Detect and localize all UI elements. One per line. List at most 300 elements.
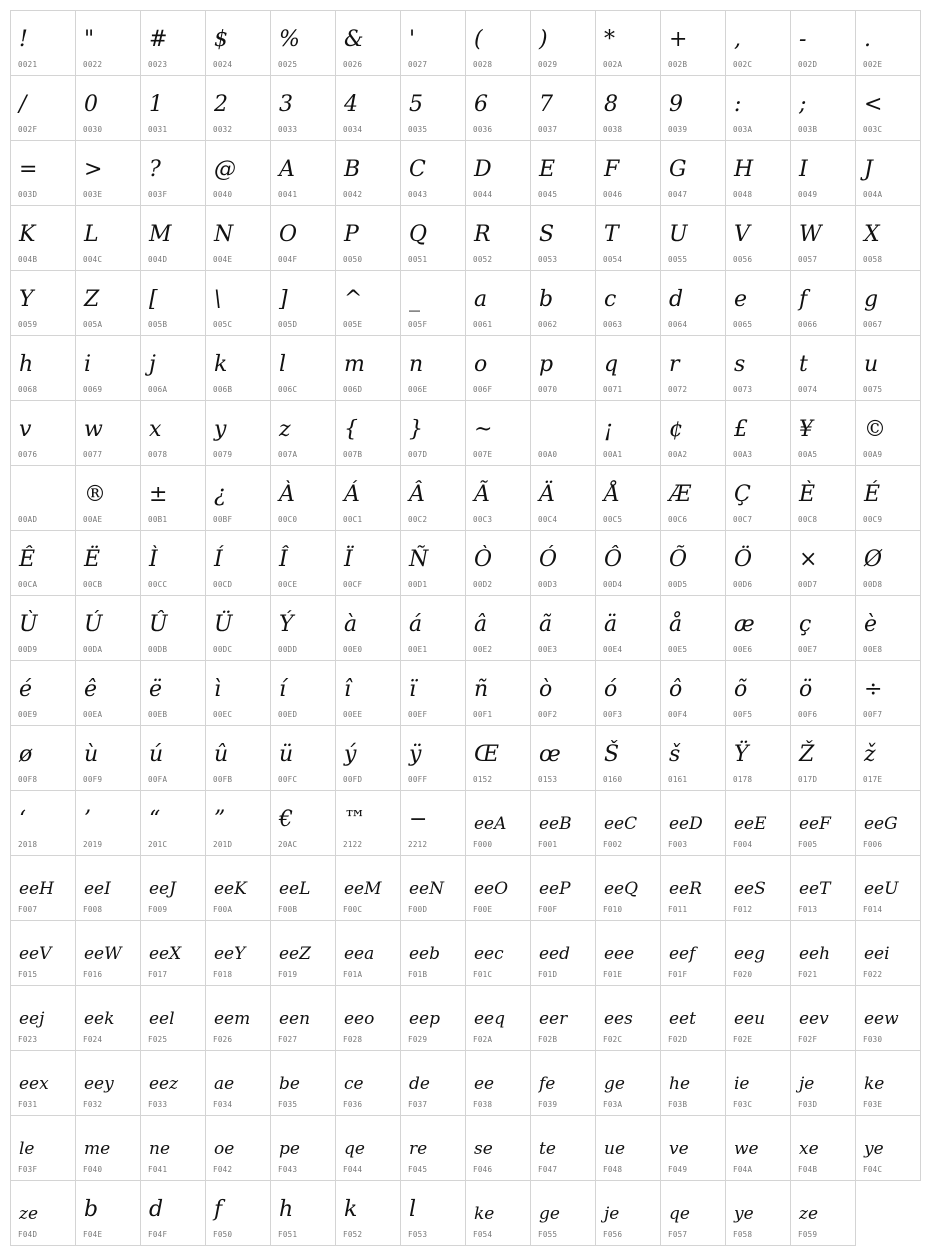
glyph-code: 0042	[343, 190, 363, 199]
glyph-code: 2018	[18, 840, 38, 849]
glyph-sample: f	[214, 1197, 223, 1222]
glyph-cell	[596, 401, 661, 466]
glyph-cell	[661, 921, 726, 986]
glyph-sample: "	[84, 27, 95, 52]
glyph-cell	[466, 141, 531, 206]
glyph-cell	[726, 1181, 791, 1246]
glyph-code: 00E4	[603, 645, 623, 654]
glyph-cell	[336, 531, 401, 596]
glyph-code: 00CE	[278, 580, 298, 589]
glyph-cell	[531, 141, 596, 206]
glyph-code: 005A	[83, 320, 103, 329]
glyph-code: 006D	[343, 385, 363, 394]
glyph-sample: eek	[84, 1009, 115, 1029]
glyph-cell	[791, 271, 856, 336]
glyph-cell	[11, 466, 76, 531]
glyph-code: 00EB	[148, 710, 168, 719]
glyph-code: 00EC	[213, 710, 233, 719]
glyph-cell	[271, 531, 336, 596]
glyph-cell	[271, 1116, 336, 1181]
glyph-code: 004A	[863, 190, 883, 199]
glyph-code: 00CA	[18, 580, 38, 589]
glyph-code: F01F	[668, 970, 688, 979]
glyph-cell	[206, 531, 271, 596]
glyph-sample: eeE	[734, 814, 767, 834]
glyph-code: 0062	[538, 320, 558, 329]
glyph-sample: ä	[604, 612, 618, 637]
glyph-sample: eeX	[149, 944, 182, 964]
glyph-cell	[596, 986, 661, 1051]
glyph-sample: le	[19, 1139, 35, 1159]
glyph-cell	[596, 76, 661, 141]
glyph-cell	[271, 206, 336, 271]
glyph-code: F006	[863, 840, 883, 849]
glyph-sample: fe	[539, 1074, 556, 1094]
glyph-cell	[466, 596, 531, 661]
glyph-sample: eeK	[214, 879, 247, 899]
glyph-sample: !	[19, 27, 28, 52]
glyph-code: 0049	[798, 190, 818, 199]
glyph-cell	[141, 141, 206, 206]
glyph-cell	[531, 76, 596, 141]
glyph-sample: eeV	[19, 944, 52, 964]
glyph-code: 0039	[668, 125, 688, 134]
glyph-cell	[141, 271, 206, 336]
glyph-code: 0161	[668, 775, 688, 784]
glyph-sample: q	[604, 352, 619, 377]
glyph-cell	[661, 726, 726, 791]
glyph-sample: ge	[604, 1074, 625, 1094]
glyph-sample: ees	[604, 1009, 633, 1029]
glyph-sample: S	[539, 222, 555, 247]
glyph-cell	[791, 206, 856, 271]
glyph-cell	[661, 11, 726, 76]
glyph-sample: Ô	[604, 547, 623, 572]
glyph-sample: ÷	[864, 677, 883, 702]
glyph-sample: ,	[734, 27, 741, 52]
glyph-cell	[11, 11, 76, 76]
glyph-cell	[76, 661, 141, 726]
glyph-code: 0021	[18, 60, 38, 69]
glyph-cell	[141, 206, 206, 271]
glyph-code: F059	[798, 1230, 818, 1239]
glyph-code: 00FD	[343, 775, 363, 784]
glyph-cell	[11, 661, 76, 726]
glyph-cell	[531, 1116, 596, 1181]
glyph-code: 00A2	[668, 450, 688, 459]
glyph-cell	[76, 271, 141, 336]
glyph-code: F000	[473, 840, 493, 849]
glyph-sample: eeI	[84, 879, 111, 899]
glyph-cell	[11, 1181, 76, 1246]
glyph-sample: eea	[344, 944, 375, 964]
glyph-sample: Â	[409, 482, 425, 507]
glyph-sample: Ï	[344, 547, 353, 572]
glyph-sample: Õ	[669, 547, 688, 572]
glyph-code: F017	[148, 970, 168, 979]
glyph-cell	[726, 1116, 791, 1181]
glyph-code: F052	[343, 1230, 363, 1239]
glyph-sample: eeF	[799, 814, 831, 834]
glyph-sample: ~	[474, 417, 493, 442]
glyph-code: 0041	[278, 190, 298, 199]
glyph-code: F045	[408, 1165, 428, 1174]
glyph-code: 0051	[408, 255, 428, 264]
glyph-code: 00D6	[733, 580, 753, 589]
glyph-code: F001	[538, 840, 558, 849]
glyph-cell	[791, 856, 856, 921]
glyph-cell	[856, 1116, 921, 1181]
glyph-code: F039	[538, 1100, 558, 1109]
glyph-code: F00D	[408, 905, 428, 914]
glyph-cell	[271, 336, 336, 401]
glyph-code: 0032	[213, 125, 233, 134]
glyph-code: 0027	[408, 60, 428, 69]
glyph-sample: l	[409, 1197, 417, 1222]
glyph-cell	[726, 596, 791, 661]
glyph-sample: ñ	[474, 677, 489, 702]
glyph-code: F057	[668, 1230, 688, 1239]
glyph-cell	[726, 401, 791, 466]
glyph-cell	[206, 11, 271, 76]
glyph-sample: %	[279, 27, 300, 52]
glyph-sample: eeJ	[149, 879, 176, 899]
glyph-code: F003	[668, 840, 688, 849]
glyph-code: 00DB	[148, 645, 168, 654]
glyph-code: 004D	[148, 255, 168, 264]
glyph-sample: je	[799, 1074, 815, 1094]
glyph-sample: e	[734, 287, 748, 312]
glyph-cell	[726, 986, 791, 1051]
glyph-cell	[206, 661, 271, 726]
glyph-sample: f	[799, 287, 808, 312]
glyph-cell	[401, 856, 466, 921]
glyph-code: 00E9	[18, 710, 38, 719]
glyph-sample: ©	[864, 417, 886, 442]
glyph-cell	[596, 1116, 661, 1181]
glyph-code: 002D	[798, 60, 818, 69]
glyph-cell	[206, 1116, 271, 1181]
glyph-code: 0055	[668, 255, 688, 264]
glyph-code: F02F	[798, 1035, 818, 1044]
glyph-code: 00C3	[473, 515, 493, 524]
glyph-code: F051	[278, 1230, 298, 1239]
glyph-code: F055	[538, 1230, 558, 1239]
glyph-cell	[726, 791, 791, 856]
glyph-sample: eeC	[604, 814, 638, 834]
glyph-sample: Í	[214, 547, 223, 572]
glyph-cell	[726, 141, 791, 206]
glyph-cell	[336, 986, 401, 1051]
glyph-sample: ò	[539, 677, 553, 702]
glyph-sample: qe	[669, 1204, 690, 1224]
glyph-code: 00C8	[798, 515, 818, 524]
glyph-code: 0061	[473, 320, 493, 329]
glyph-code: 00F8	[18, 775, 38, 784]
glyph-code: 00C1	[343, 515, 363, 524]
glyph-sample: eew	[864, 1009, 899, 1029]
glyph-code: F04C	[863, 1165, 883, 1174]
glyph-cell	[336, 791, 401, 856]
glyph-cell	[401, 791, 466, 856]
glyph-cell	[336, 336, 401, 401]
glyph-cell	[141, 1116, 206, 1181]
glyph-code: 006C	[278, 385, 298, 394]
glyph-cell	[661, 141, 726, 206]
glyph-sample: Y	[19, 287, 34, 312]
glyph-sample: Ý	[279, 612, 294, 637]
glyph-sample: œ	[539, 742, 561, 767]
glyph-cell	[141, 466, 206, 531]
glyph-code: F036	[343, 1100, 363, 1109]
glyph-cell	[141, 401, 206, 466]
glyph-code: 00F9	[83, 775, 103, 784]
glyph-code: F04D	[18, 1230, 38, 1239]
glyph-sample: ke	[474, 1204, 495, 1224]
glyph-code: 004E	[213, 255, 233, 264]
glyph-code: 005C	[213, 320, 233, 329]
glyph-code: F01E	[603, 970, 623, 979]
glyph-cell	[856, 791, 921, 856]
glyph-sample: Ê	[19, 547, 36, 572]
glyph-code: F02A	[473, 1035, 493, 1044]
glyph-sample: T	[604, 222, 619, 247]
glyph-cell	[401, 76, 466, 141]
glyph-sample: d	[149, 1197, 164, 1222]
glyph-code: F00B	[278, 905, 298, 914]
glyph-cell	[856, 466, 921, 531]
glyph-cell	[531, 531, 596, 596]
glyph-sample: eeY	[214, 944, 246, 964]
glyph-code: 007D	[408, 450, 428, 459]
glyph-cell	[401, 531, 466, 596]
glyph-sample: $	[214, 27, 228, 52]
glyph-code: 0052	[473, 255, 493, 264]
glyph-cell	[791, 791, 856, 856]
glyph-sample: ve	[669, 1139, 689, 1159]
glyph-cell	[206, 401, 271, 466]
glyph-sample: ae	[214, 1074, 235, 1094]
glyph-code: 0057	[798, 255, 818, 264]
glyph-cell	[271, 986, 336, 1051]
glyph-sample: &	[344, 27, 364, 52]
glyph-sample: r	[669, 352, 680, 377]
glyph-sample: ge	[539, 1204, 560, 1224]
glyph-cell	[661, 1051, 726, 1116]
glyph-cell	[726, 726, 791, 791]
glyph-sample: š	[669, 742, 681, 767]
glyph-cell	[401, 986, 466, 1051]
glyph-cell	[141, 661, 206, 726]
glyph-code: 00F2	[538, 710, 558, 719]
glyph-sample: ze	[19, 1204, 39, 1224]
glyph-cell	[141, 596, 206, 661]
glyph-cell	[271, 856, 336, 921]
glyph-code: F016	[83, 970, 103, 979]
glyph-code: F023	[18, 1035, 38, 1044]
glyph-cell	[76, 531, 141, 596]
glyph-code: F01B	[408, 970, 428, 979]
glyph-cell	[141, 986, 206, 1051]
glyph-cell	[11, 986, 76, 1051]
glyph-sample: eeg	[734, 944, 766, 964]
glyph-code: 0064	[668, 320, 688, 329]
glyph-sample: ^	[344, 287, 363, 312]
glyph-code: 00E7	[798, 645, 818, 654]
glyph-code: F019	[278, 970, 298, 979]
glyph-code: 0069	[83, 385, 103, 394]
glyph-code: 0035	[408, 125, 428, 134]
glyph-cell	[141, 1051, 206, 1116]
glyph-code: 0070	[538, 385, 558, 394]
glyph-cell	[401, 466, 466, 531]
glyph-cell	[206, 141, 271, 206]
glyph-cell	[466, 726, 531, 791]
glyph-code: F026	[213, 1035, 233, 1044]
glyph-sample: ;	[799, 92, 807, 117]
glyph-sample: −	[409, 807, 428, 832]
glyph-code: F031	[18, 1100, 38, 1109]
glyph-code: F005	[798, 840, 818, 849]
glyph-code: 002A	[603, 60, 623, 69]
glyph-sample: g	[864, 287, 879, 312]
glyph-cell	[596, 596, 661, 661]
glyph-cell	[401, 726, 466, 791]
glyph-cell	[856, 726, 921, 791]
glyph-code: F022	[863, 970, 883, 979]
glyph-sample: á	[409, 612, 423, 637]
glyph-cell	[596, 856, 661, 921]
glyph-cell	[271, 466, 336, 531]
glyph-cell	[596, 271, 661, 336]
glyph-code: 002C	[733, 60, 753, 69]
glyph-sample: B	[344, 157, 361, 182]
glyph-sample: 0	[84, 92, 98, 117]
glyph-cell	[401, 1116, 466, 1181]
glyph-cell	[596, 1181, 661, 1246]
glyph-sample: Ž	[799, 742, 815, 767]
glyph-sample: í	[279, 677, 287, 702]
glyph-code: F021	[798, 970, 818, 979]
glyph-sample: H	[734, 157, 754, 182]
glyph-sample: 7	[539, 92, 553, 117]
glyph-code: 0076	[18, 450, 38, 459]
glyph-sample: ¥	[799, 417, 813, 442]
glyph-code: 006F	[473, 385, 493, 394]
glyph-cell	[336, 1181, 401, 1246]
glyph-cell	[206, 466, 271, 531]
glyph-sample: eeM	[344, 879, 382, 899]
glyph-code: 0028	[473, 60, 493, 69]
glyph-code: 00EF	[408, 710, 428, 719]
glyph-cell	[76, 1181, 141, 1246]
glyph-sample: xe	[799, 1139, 819, 1159]
glyph-sample: W	[799, 222, 822, 247]
glyph-sample: eeP	[539, 879, 571, 899]
glyph-sample: eej	[19, 1009, 45, 1029]
glyph-sample: me	[84, 1139, 111, 1159]
glyph-sample: eed	[539, 944, 571, 964]
glyph-cell	[856, 76, 921, 141]
glyph-code: 00FF	[408, 775, 428, 784]
glyph-cell	[11, 726, 76, 791]
glyph-sample: Z	[84, 287, 100, 312]
glyph-sample: Ã	[474, 482, 490, 507]
glyph-cell	[726, 856, 791, 921]
glyph-code: F029	[408, 1035, 428, 1044]
glyph-code: 00A0	[538, 450, 558, 459]
glyph-code: F004	[733, 840, 753, 849]
glyph-cell	[206, 1181, 271, 1246]
glyph-code: 00D1	[408, 580, 428, 589]
glyph-sample: ó	[604, 677, 618, 702]
glyph-sample: Ø	[864, 547, 883, 572]
glyph-cell	[856, 596, 921, 661]
glyph-sample: Ö	[734, 547, 753, 572]
glyph-cell	[661, 271, 726, 336]
glyph-cell	[661, 596, 726, 661]
glyph-code: 00CB	[83, 580, 103, 589]
glyph-sample: ô	[669, 677, 683, 702]
glyph-cell	[791, 921, 856, 986]
glyph-sample: é	[19, 677, 33, 702]
glyph-cell	[596, 466, 661, 531]
glyph-cell	[726, 921, 791, 986]
glyph-cell	[11, 531, 76, 596]
glyph-sample: v	[19, 417, 32, 442]
glyph-code: 0068	[18, 385, 38, 394]
glyph-code: F058	[733, 1230, 753, 1239]
glyph-cell	[11, 856, 76, 921]
glyph-code: 0072	[668, 385, 688, 394]
glyph-code: F03C	[733, 1100, 753, 1109]
glyph-sample: y	[214, 417, 227, 442]
glyph-sample: Û	[149, 612, 168, 637]
glyph-cell	[336, 401, 401, 466]
glyph-cell	[531, 921, 596, 986]
glyph-code: 00EA	[83, 710, 103, 719]
glyph-code: 0063	[603, 320, 623, 329]
glyph-code: 003D	[18, 190, 38, 199]
glyph-sample: Á	[344, 482, 360, 507]
glyph-sample: eef	[669, 944, 696, 964]
glyph-code: 0044	[473, 190, 493, 199]
glyph-code: 00E8	[863, 645, 883, 654]
glyph-sample: eey	[84, 1074, 114, 1094]
glyph-code: F00A	[213, 905, 233, 914]
glyph-cell	[856, 661, 921, 726]
glyph-sample: ±	[149, 482, 168, 507]
glyph-cell	[791, 726, 856, 791]
glyph-code: F03A	[603, 1100, 623, 1109]
glyph-sample: #	[149, 27, 168, 52]
glyph-sample: Ñ	[409, 547, 429, 572]
glyph-code: 002B	[668, 60, 688, 69]
glyph-code: F03E	[863, 1100, 883, 1109]
glyph-sample: (	[474, 27, 483, 52]
glyph-sample: ì	[214, 677, 222, 702]
glyph-cell	[856, 206, 921, 271]
glyph-sample: je	[604, 1204, 620, 1224]
glyph-sample: “	[149, 807, 161, 832]
glyph-code: F02D	[668, 1035, 688, 1044]
glyph-cell	[596, 531, 661, 596]
glyph-cell	[596, 336, 661, 401]
glyph-sample: Å	[604, 482, 620, 507]
glyph-code: 2122	[343, 840, 363, 849]
glyph-code: 0077	[83, 450, 103, 459]
glyph-cell	[271, 401, 336, 466]
